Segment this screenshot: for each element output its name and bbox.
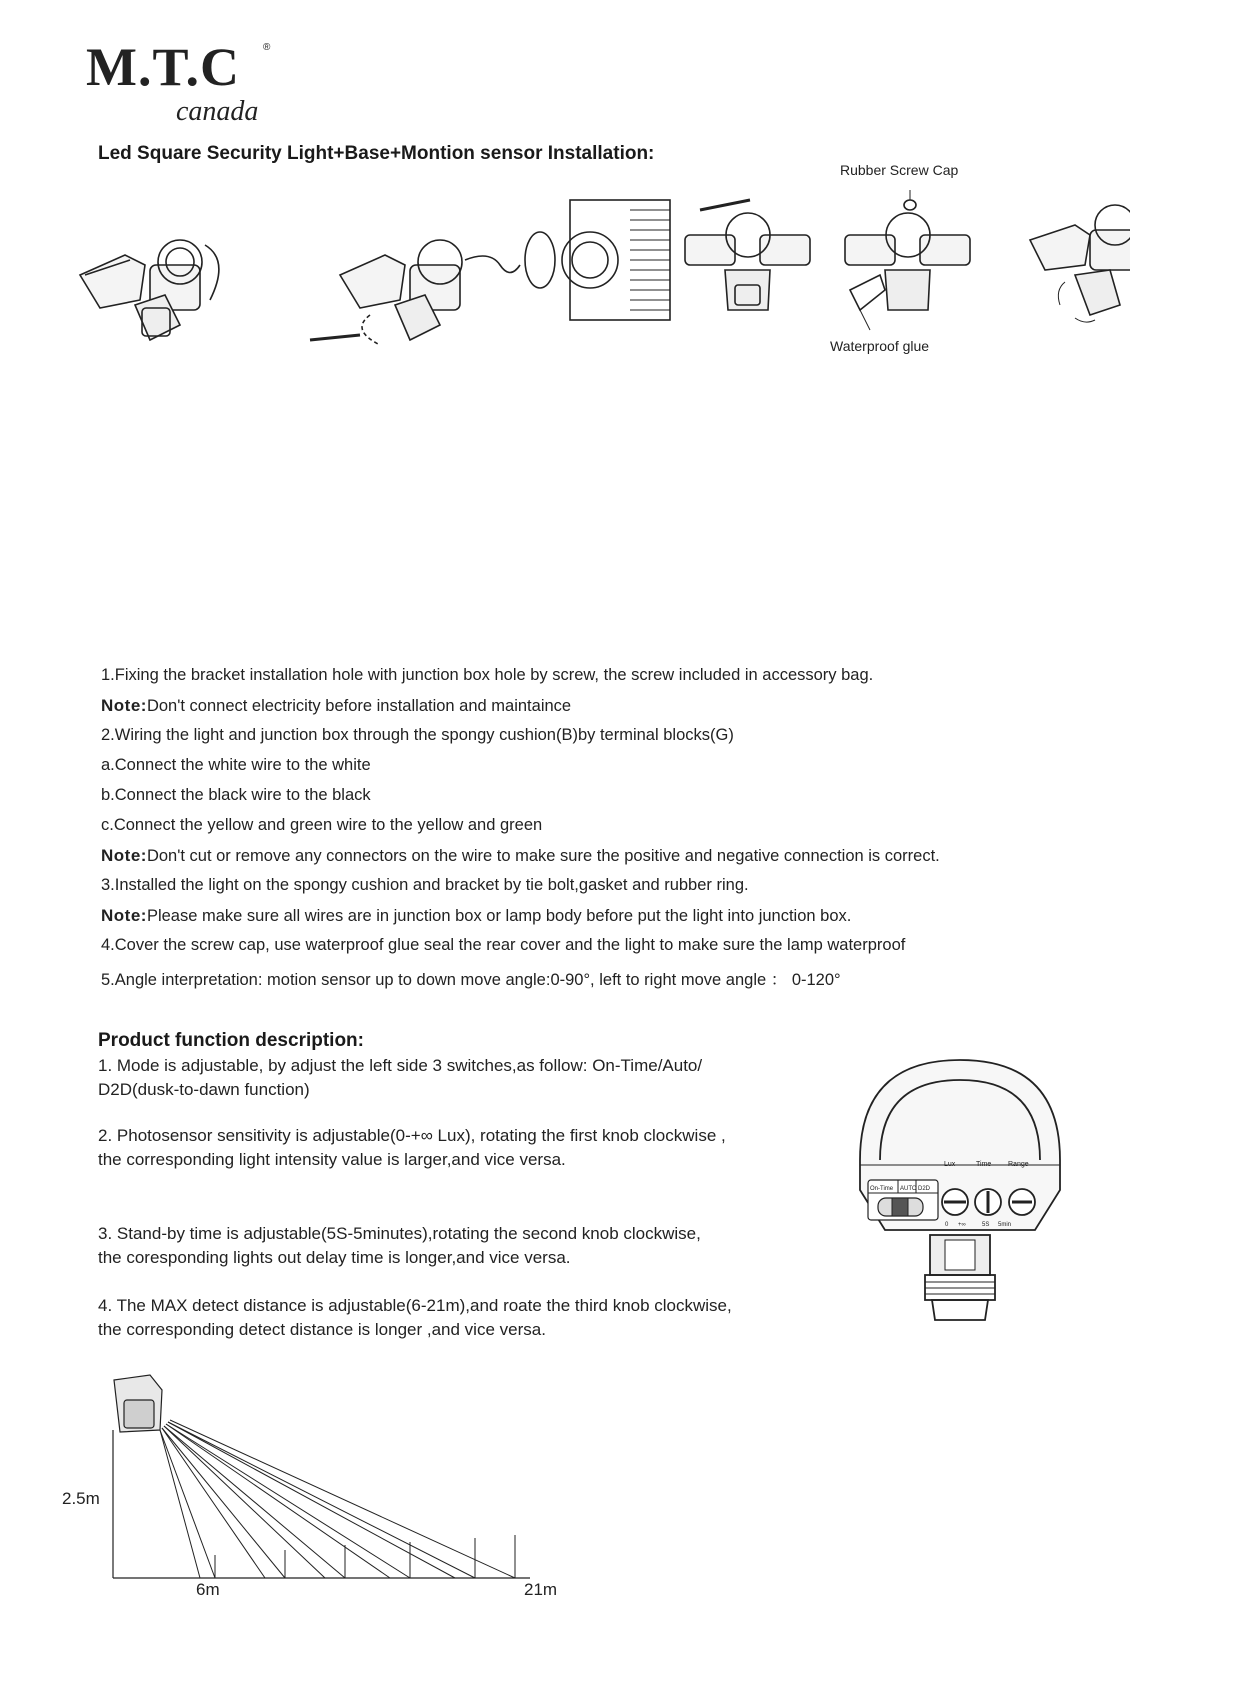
- function-item-line: the corresponding detect distance is longer ,and vice versa.: [98, 1320, 546, 1339]
- rubber-screw-cap-callout: Rubber Screw Cap: [840, 162, 959, 178]
- registered-mark: ®: [263, 42, 271, 53]
- function-item-line: the corresponding light intensity value is larger,and vice versa.: [98, 1150, 566, 1169]
- step-1: 1.Fixing the bracket installation hole with junction box hole by screw, the screw included in accessory bag.: [101, 666, 874, 684]
- assembled-light-figure: [80, 240, 219, 340]
- wiring-figure: [310, 200, 670, 345]
- function-item-1: [98, 1054, 702, 1102]
- function-item-line: 3. Stand-by time is adjustable(5S-5minutes),rotating the second knob clockwise,: [98, 1224, 701, 1243]
- note-label: Note:: [101, 846, 147, 865]
- step-5: 5.Angle interpretation: motion sensor up to down move angle:0-90°, left to right move angle ： 0-120°: [101, 971, 841, 989]
- note-3: [101, 906, 851, 926]
- function-item-2: [98, 1124, 726, 1172]
- detection-range-diagram: [100, 1370, 560, 1600]
- step-4: 4.Cover the screw cap, use waterproof glue seal the rear cover and the light to make sure the lamp waterproof: [101, 936, 906, 954]
- installation-title: Led Square Security Light+Base+Montion sensor Installation:: [98, 143, 655, 164]
- waterproof-glue-callout: Waterproof glue: [830, 338, 930, 354]
- function-item-line: 1. Mode is adjustable, by adjust the left side 3 switches,as follow: On-Time/Auto/: [98, 1056, 703, 1075]
- waterproof-glue-figure: [845, 190, 970, 330]
- product-function-title: Product function description:: [98, 1030, 364, 1051]
- brand-subtitle: canada: [176, 96, 259, 127]
- lux-max-label: +∞: [958, 1222, 966, 1228]
- far-distance-label: 21m: [524, 1580, 558, 1599]
- lux-min-label: 0: [945, 1222, 949, 1228]
- note-1: [101, 696, 571, 716]
- installation-illustrations: [70, 190, 1130, 370]
- auto-label: AUTO: [900, 1186, 917, 1192]
- near-distance-label: 6m: [196, 1580, 220, 1599]
- function-item-line: D2D(dusk-to-dawn function): [98, 1080, 310, 1099]
- sensor-control-panel: [840, 1040, 1080, 1340]
- screw-cap-figure: [685, 200, 810, 310]
- time-min-label: 5S: [982, 1222, 990, 1228]
- brand-logo: M.T.C: [86, 37, 240, 97]
- d2d-label: D2D: [918, 1186, 931, 1192]
- on-time-label: On-Time: [870, 1186, 894, 1192]
- note-text: Please make sure all wires are in junction box or lamp body before put the light into junction box.: [146, 907, 852, 925]
- time-label: Time: [976, 1161, 992, 1168]
- time-max-label: 5min: [998, 1222, 1012, 1228]
- function-item-line: the coresponding lights out delay time is longer,and vice versa.: [98, 1248, 571, 1267]
- step-3: 3.Installed the light on the spongy cushion and bracket by tie bolt,gasket and rubber ring.: [101, 876, 749, 894]
- lux-label: Lux: [944, 1161, 956, 1168]
- range-label: Range: [1008, 1161, 1029, 1168]
- note-2: [101, 846, 940, 866]
- detection-rays: [160, 1420, 515, 1578]
- step-2a: a.Connect the white wire to the white: [101, 756, 371, 774]
- step-2c: c.Connect the yellow and green wire to the yellow and green: [101, 816, 543, 834]
- height-label: 2.5m: [62, 1489, 100, 1508]
- angle-adjust-figure: [1030, 205, 1130, 322]
- note-text: Don't cut or remove any connectors on the wire to make sure the positive and negative connection is correct.: [146, 847, 940, 865]
- step-2: 2.Wiring the light and junction box through the spongy cushion(B)by terminal blocks(G): [101, 726, 734, 744]
- note-label: Note:: [101, 906, 147, 925]
- function-item-line: 4. The MAX detect distance is adjustable(6-21m),and roate the third knob clockwise,: [98, 1296, 732, 1315]
- note-text: Don't connect electricity before installation and maintaince: [146, 697, 572, 715]
- function-item-line: 2. Photosensor sensitivity is adjustable(0-+∞ Lux), rotating the first knob clockwise ,: [98, 1126, 726, 1145]
- step-2b: b.Connect the black wire to the black: [101, 786, 371, 804]
- function-item-3: [98, 1222, 701, 1270]
- function-item-4: [98, 1294, 732, 1342]
- note-label: Note:: [101, 696, 147, 715]
